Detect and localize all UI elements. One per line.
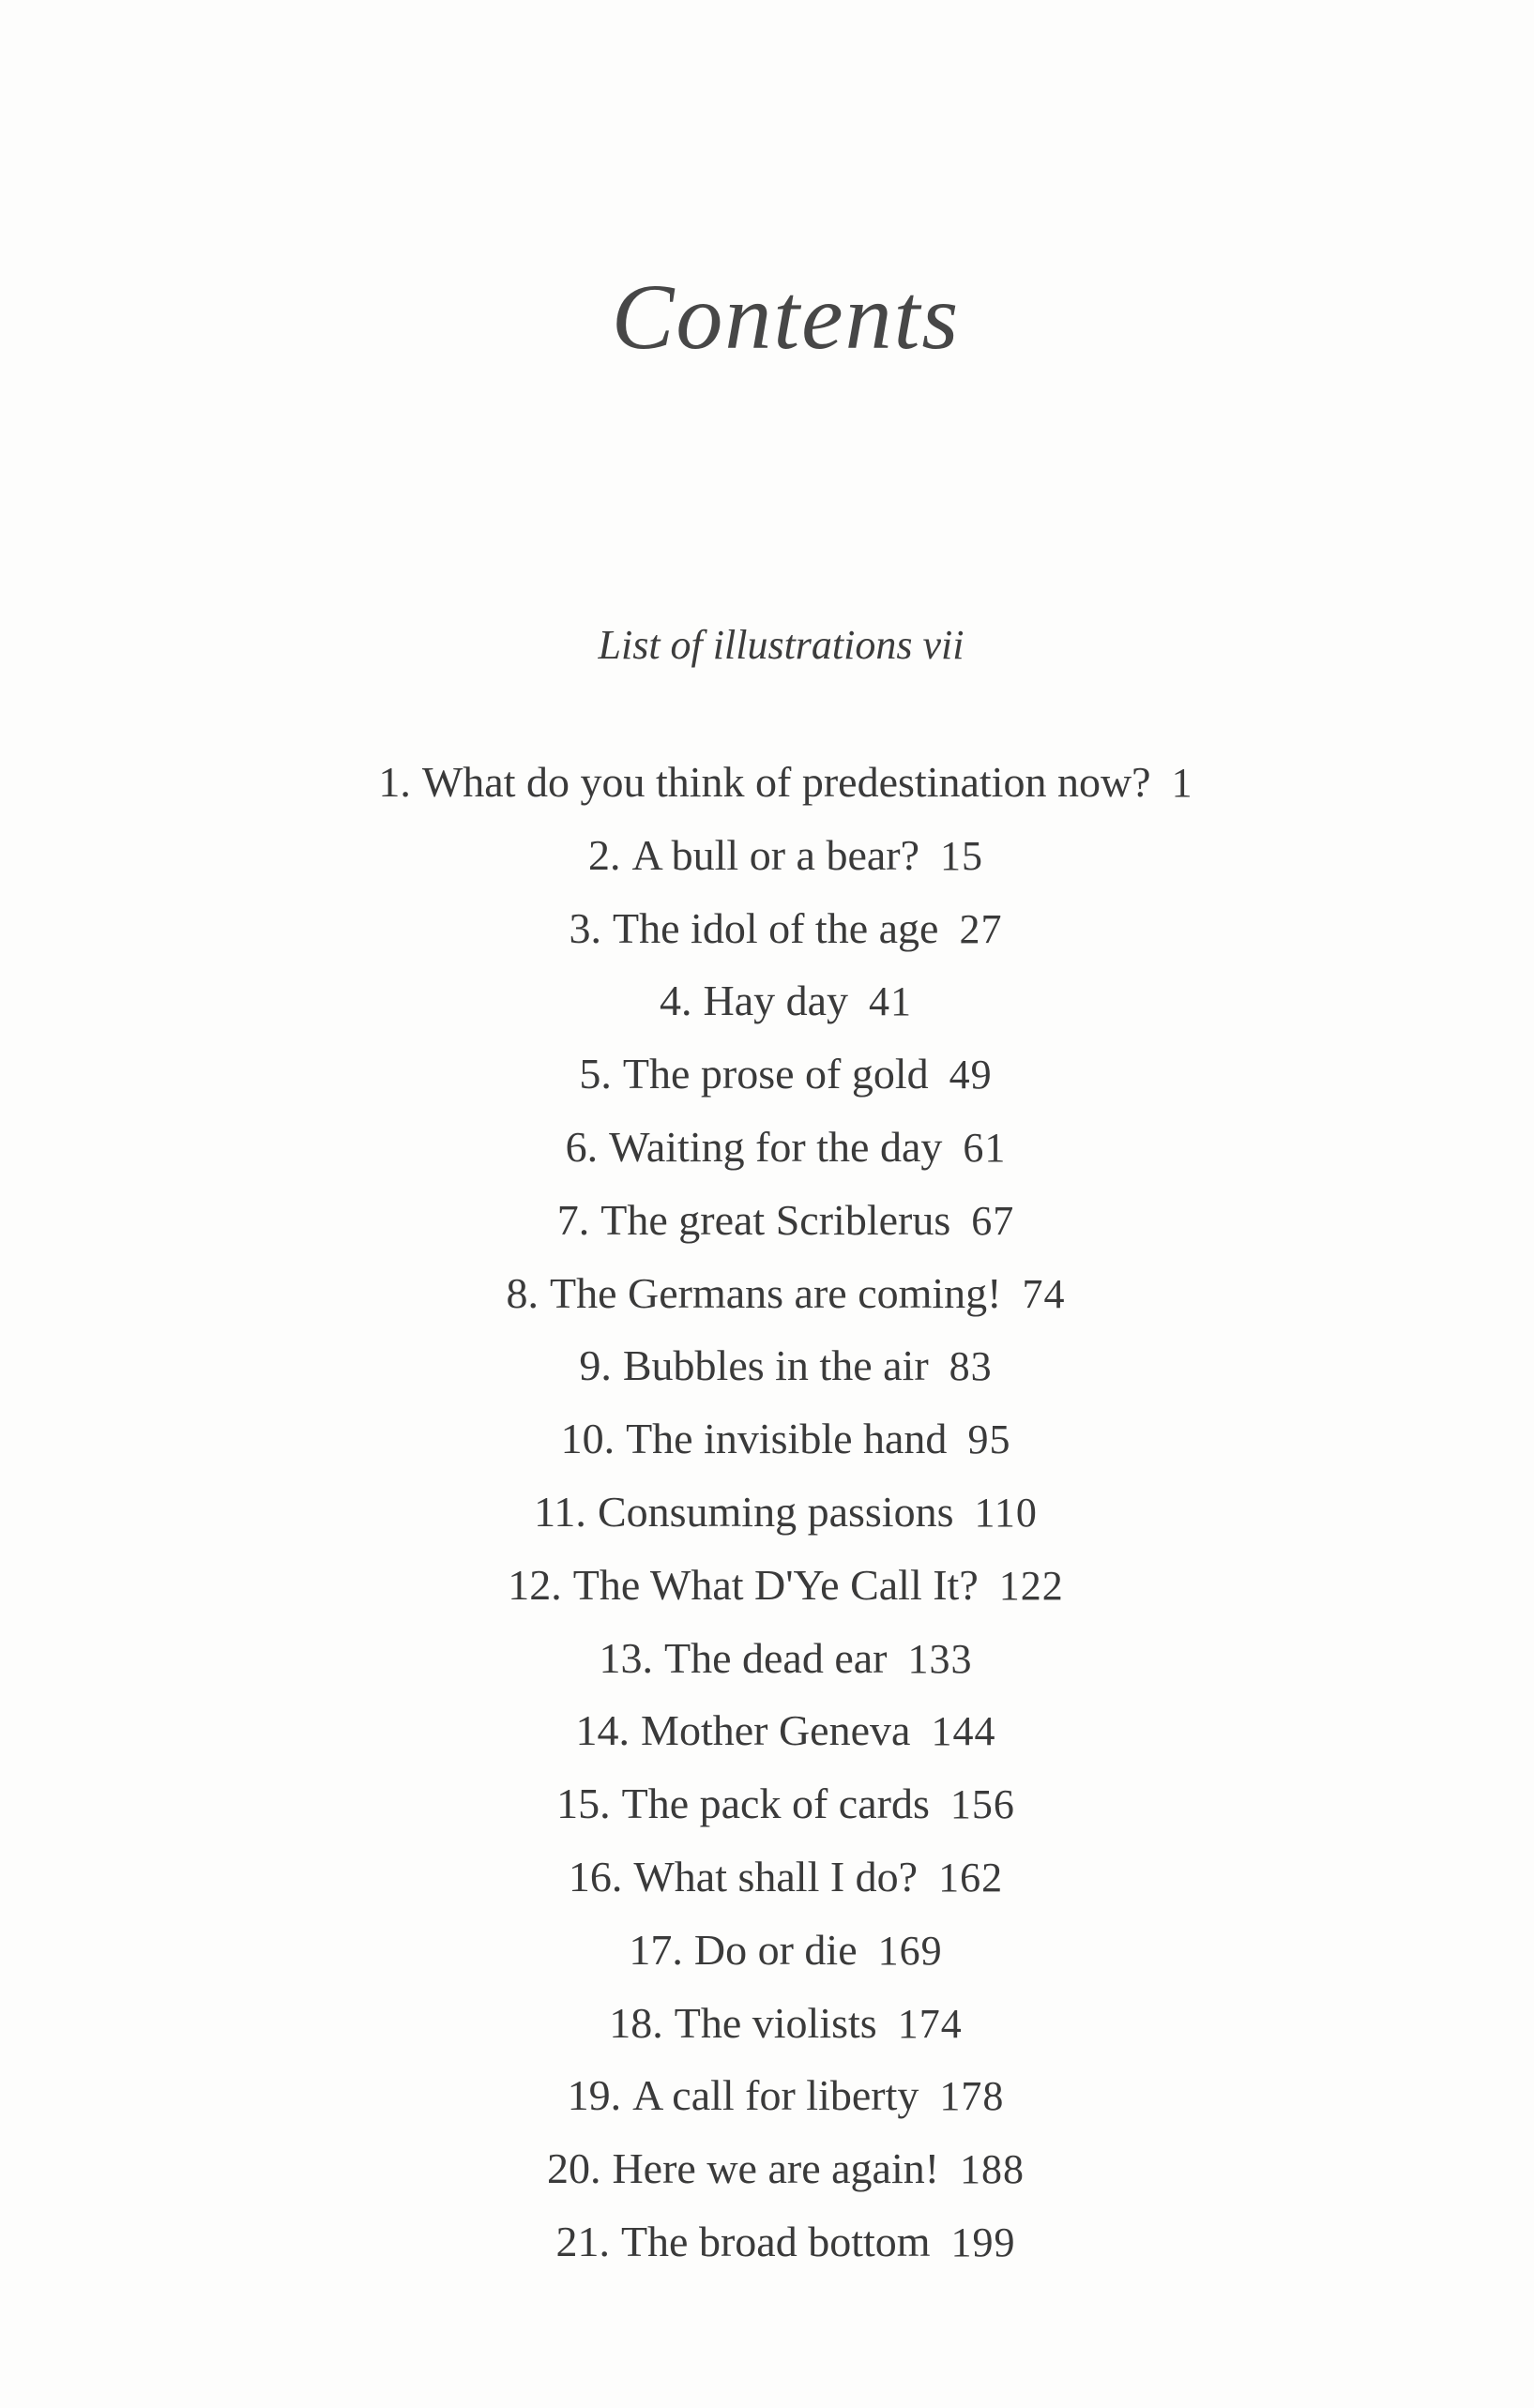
chapter-page: 199 bbox=[950, 2219, 1016, 2265]
chapter-entry[interactable] bbox=[0, 1329, 1534, 1402]
chapter-number: 20. bbox=[546, 2144, 601, 2193]
chapter-title: The Germans are coming! bbox=[549, 1268, 1002, 1317]
chapter-title: Do or die bbox=[693, 1925, 858, 1974]
chapter-entry[interactable] bbox=[0, 819, 1534, 892]
chapter-entry[interactable] bbox=[0, 1037, 1534, 1111]
chapter-title: The idol of the age bbox=[613, 903, 939, 952]
chapter-page: 27 bbox=[959, 905, 1003, 952]
illustrations-label: List of illustrations bbox=[598, 622, 913, 668]
chapter-number: 19. bbox=[567, 2071, 622, 2120]
chapter-page: 169 bbox=[877, 1927, 943, 1974]
chapter-title: Waiting for the day bbox=[609, 1122, 943, 1171]
chapter-page: 162 bbox=[938, 1854, 1004, 1901]
chapter-page: 110 bbox=[974, 1489, 1038, 1536]
chapter-number: 14. bbox=[575, 1706, 630, 1755]
chapter-entry[interactable] bbox=[0, 1402, 1534, 1476]
chapter-number: 5. bbox=[579, 1050, 612, 1098]
chapter-title: Here we are again! bbox=[612, 2144, 940, 2193]
chapter-entry[interactable] bbox=[0, 1111, 1534, 1184]
chapter-entry[interactable] bbox=[0, 1549, 1534, 1622]
chapter-title: What do you think of predestination now? bbox=[421, 758, 1151, 806]
chapter-title: What shall I do? bbox=[633, 1852, 919, 1901]
chapter-page: 49 bbox=[949, 1052, 993, 1098]
chapter-number: 17. bbox=[629, 1925, 683, 1974]
chapter-title: The What D'Ye Call It? bbox=[572, 1560, 979, 1609]
chapter-entry[interactable] bbox=[0, 1914, 1534, 1987]
chapter-page: 174 bbox=[897, 2000, 963, 2047]
chapter-entry[interactable] bbox=[0, 892, 1534, 965]
chapter-page: 95 bbox=[967, 1416, 1011, 1463]
page-title: Contents bbox=[611, 265, 961, 369]
chapter-title: A call for liberty bbox=[632, 2071, 919, 2120]
chapter-title: The prose of gold bbox=[622, 1050, 929, 1098]
chapter-entry[interactable] bbox=[0, 1622, 1534, 1695]
chapter-number: 7. bbox=[556, 1195, 590, 1244]
chapter-number: 21. bbox=[555, 2217, 610, 2265]
chapter-number: 13. bbox=[599, 1633, 653, 1682]
chapter-page: 144 bbox=[931, 1708, 996, 1755]
chapter-number: 2. bbox=[587, 830, 621, 879]
illustrations-entry[interactable] bbox=[0, 621, 1534, 669]
chapter-page: 41 bbox=[869, 978, 913, 1025]
chapter-entry[interactable] bbox=[0, 1840, 1534, 1914]
chapter-number: 16. bbox=[568, 1852, 623, 1901]
chapter-title: The dead ear bbox=[663, 1633, 888, 1682]
chapter-title: The pack of cards bbox=[621, 1779, 930, 1828]
chapter-entry[interactable] bbox=[0, 2205, 1534, 2279]
chapter-page: 74 bbox=[1022, 1270, 1066, 1317]
chapter-number: 18. bbox=[609, 1998, 663, 2047]
chapter-number: 10. bbox=[560, 1415, 615, 1463]
chapter-title: The great Scriblerus bbox=[600, 1195, 951, 1244]
chapter-number: 12. bbox=[508, 1560, 562, 1609]
chapter-title: Consuming passions bbox=[597, 1487, 954, 1536]
chapter-title: Mother Geneva bbox=[641, 1706, 911, 1755]
chapter-title: The broad bottom bbox=[620, 2217, 931, 2265]
chapter-title: A bull or a bear? bbox=[631, 830, 920, 879]
chapter-number: 4. bbox=[659, 977, 692, 1025]
chapter-entry[interactable] bbox=[0, 1476, 1534, 1549]
chapter-number: 11. bbox=[534, 1487, 586, 1536]
chapter-page: 156 bbox=[949, 1781, 1015, 1828]
chapter-title: Bubbles in the air bbox=[622, 1341, 929, 1390]
chapter-page: 178 bbox=[939, 2073, 1005, 2120]
chapter-entry[interactable] bbox=[0, 1694, 1534, 1767]
chapter-number: 3. bbox=[569, 903, 602, 952]
chapter-page: 61 bbox=[963, 1124, 1007, 1171]
chapter-entry[interactable] bbox=[0, 746, 1534, 819]
chapter-page: 122 bbox=[998, 1562, 1064, 1609]
illustrations-page: vii bbox=[922, 622, 964, 668]
chapter-list bbox=[0, 746, 1534, 2279]
chapter-entry[interactable] bbox=[0, 1987, 1534, 2060]
chapter-entry[interactable] bbox=[0, 1767, 1534, 1840]
chapter-entry[interactable] bbox=[0, 1184, 1534, 1257]
chapter-page: 133 bbox=[907, 1635, 973, 1682]
chapter-number: 9. bbox=[579, 1341, 612, 1390]
chapter-entry[interactable] bbox=[0, 2059, 1534, 2132]
chapter-number: 6. bbox=[565, 1122, 599, 1171]
chapter-number: 8. bbox=[506, 1268, 539, 1317]
chapter-title: The invisible hand bbox=[626, 1415, 948, 1463]
chapter-number: 1. bbox=[378, 758, 411, 806]
chapter-page: 15 bbox=[940, 832, 984, 879]
chapter-page: 83 bbox=[949, 1343, 993, 1390]
chapter-entry[interactable] bbox=[0, 1257, 1534, 1330]
chapter-title: The violists bbox=[674, 1998, 877, 2047]
chapter-number: 15. bbox=[556, 1779, 611, 1828]
chapter-page: 67 bbox=[971, 1197, 1015, 1244]
chapter-entry[interactable] bbox=[0, 2132, 1534, 2205]
chapter-entry[interactable] bbox=[0, 964, 1534, 1037]
chapter-title: Hay day bbox=[703, 977, 849, 1025]
chapter-page: 1 bbox=[1171, 760, 1193, 806]
chapter-page: 188 bbox=[960, 2146, 1025, 2193]
